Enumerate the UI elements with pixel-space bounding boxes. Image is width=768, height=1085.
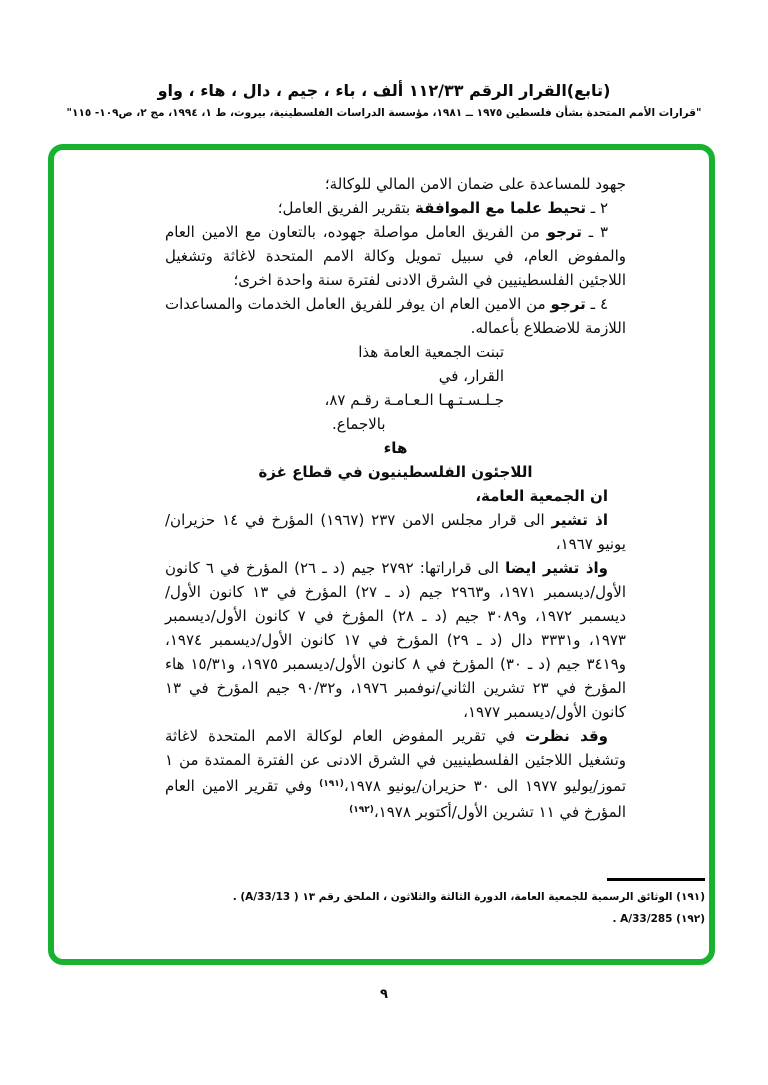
operative-verb: تحيط علما مع الموافقة [415, 199, 586, 217]
footnote-separator-rule [607, 878, 705, 881]
operative-paragraph-4 [165, 292, 626, 340]
operative-paragraph-2 [165, 196, 626, 220]
operative-paragraph-3 [165, 220, 626, 292]
paragraph-number: ٣ ـ [581, 223, 609, 241]
operative-verb: ترجو [550, 295, 586, 313]
preamble-opening: ان الجمعية العامة، [475, 487, 608, 505]
preamble-verb: واذ تشير ايضا [505, 559, 608, 577]
paragraph-text: الى قراراتها: ٢٧٩٢ جيم (د ـ ٢٦) المؤرخ في ٦ كانون الأول/ديسمبر ١٩٧١، و٢٩٦٣ جيم (د ـ ٢٧) المؤرخ في ١٣ كانون الأول/ديسمبر ١٩٧٢، و٣٠٨٩ جيم (د ـ ٢٨) المؤرخ في ٧ كانون الأول/ديسمبر ١٩٧٣، و٣٣٣١ دال (د ـ ٢٩) المؤرخ في ١٧ كانون الأول/ديسمبر ١٩٧٤، و٣٤١٩ جيم (د ـ ٣٠) المؤرخ في ٨ كانون الأول/ديسمبر ١٩٧٥، و١٥/٣١ هاء المؤرخ في ٢٣ تشرين الثاني/نوفمبر ١٩٧٦، و٩٠/٣٢ جيم المؤرخ في ١٣ كانون الأول/ديسمبر ١٩٧٧، [165, 559, 626, 721]
page-number: ٩ [380, 987, 388, 1002]
resolution-title: (تابع)القرار الرقم ١١٢/٣٣ ألف ، باء ، جيم ، دال ، هاء ، واو [157, 81, 611, 100]
paragraph-text: من الفريق العامل مواصلة جهوده، بالتعاون مع الامين العام والمفوض العام، في سبيل تمويل وكالة الامم المتحدة لاغاثة وتشغيل اللاجئين الفلسطينيين في الشرق الادنى لفترة سنة واحدة اخرى؛ [165, 223, 626, 289]
adoption-line: بالاجماع. [332, 415, 386, 433]
footnote-block [62, 878, 705, 930]
paragraph-text: في تقرير المفوض العام لوكالة الامم المتحدة لاغاثة وتشغيل اللاجئين الفلسطينيين في الشرق الادنى عن الفترة الممتدة من ١ تموز/يوليو ١٩٧٧ الى ٣٠ حزيران/يونيو ١٩٧٨، [165, 727, 627, 795]
paragraph-text: بتقرير الفريق العامل؛ [277, 199, 416, 217]
paragraph-text: وفي تقرير الامين العام المؤرخ في ١١ تشرين الأول/أكتوبر ١٩٧٨، [165, 777, 626, 821]
paragraph-number: ٤ ـ [585, 295, 609, 313]
adoption-line: تبنت الجمعية العامة هذا القرار، في [358, 343, 504, 385]
preamble-paragraph-recalling [165, 508, 626, 556]
section-title: اللاجئون الفلسطينيون في قطاع غزة [258, 463, 533, 481]
preamble-verb: وقد نظرت [525, 727, 608, 745]
preamble-verb: اذ تشير [551, 511, 608, 529]
paragraph-number: ٢ ـ [586, 199, 608, 217]
source-citation: "قرارات الأمم المتحدة بشأن فلسطين ١٩٧٥ ــ ١٩٨١، مؤسسة الدراسات الفلسطينية، بيروت، ط ١، ١٩٩٤، مج ٢، ص١٠٩- ١١٥" [66, 107, 702, 119]
footnote-191: (١٩١) الوثائق الرسمية للجمعية العامة، الدورة الثالثة والثلاثون ، الملحق رقم ١٣ ( A/33/13) . [232, 891, 705, 903]
adoption-line: جـلـسـتـهـا الـعـامـة رقـم ٨٧، [324, 391, 504, 409]
preamble-paragraph-recalling-also [165, 556, 626, 724]
page-header [0, 80, 768, 121]
preamble-paragraph-having-considered [165, 724, 626, 824]
section-letter: هاء [383, 439, 408, 457]
footnote-reference-191: (١٩١) [319, 779, 344, 789]
document-text-column [165, 172, 626, 824]
adoption-note [324, 340, 504, 436]
paragraph-continuation: جهود للمساعدة على ضمان الامن المالي للوكالة؛ [324, 175, 626, 193]
footnote-192: (١٩٢) A/33/285 . [612, 913, 705, 925]
footnote-reference-192: (١٩٢) [349, 805, 374, 815]
paragraph-text: من الامين العام ان يوفر للفريق العامل الخدمات والمساعدات اللازمة للاضطلاع بأعماله. [165, 295, 626, 337]
paragraph-text: الى قرار مجلس الامن ٢٣٧ (١٩٦٧) المؤرخ في ١٤ حزيران/يونيو ١٩٦٧، [165, 511, 626, 553]
operative-verb: ترجو [546, 223, 582, 241]
highlight-border-box [48, 144, 715, 965]
